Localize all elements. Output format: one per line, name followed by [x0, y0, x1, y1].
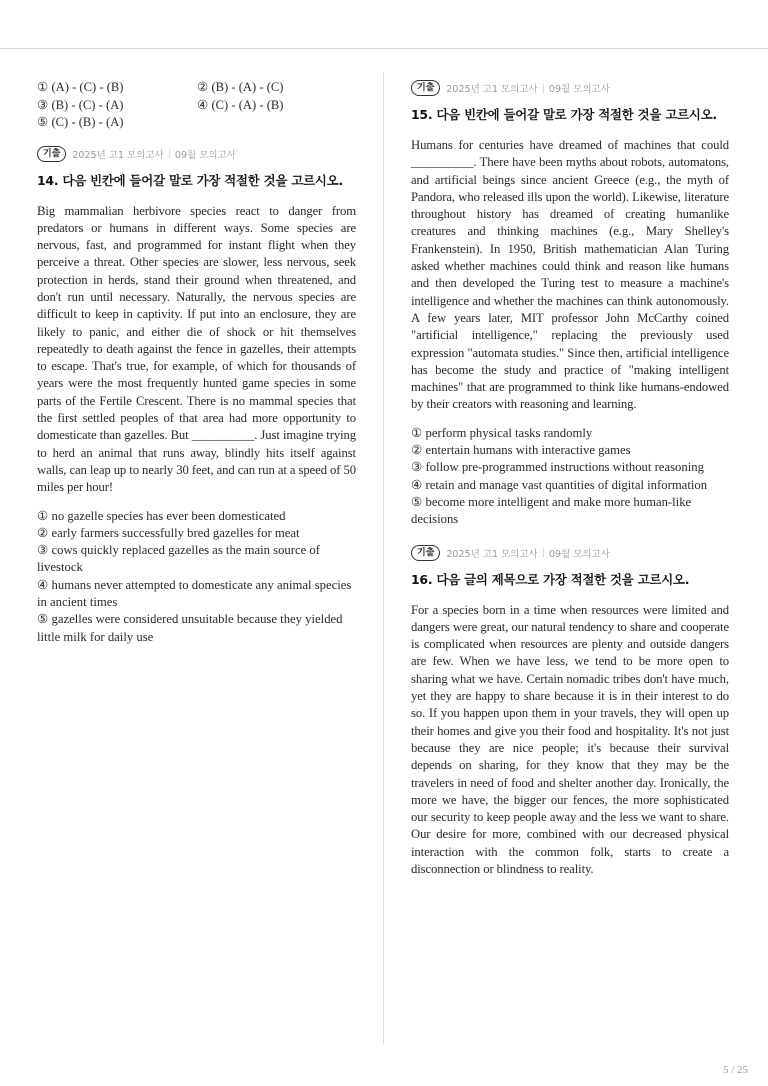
tag-separator: |: [167, 148, 171, 159]
q15-choices: [411, 425, 729, 529]
q16-source-tag: [411, 544, 729, 562]
exam-year: 2025년 고1 모의고사: [446, 84, 538, 95]
choice-4: ④ humans never attempted to domesticate any animal species in ancient times: [37, 577, 352, 610]
header-rule: [0, 48, 768, 49]
tag-separator: |: [541, 82, 545, 94]
past-exam-badge: 기출: [411, 80, 440, 96]
exam-year: 2025년 고1 모의고사: [446, 548, 538, 560]
choice-1: ① perform physical tasks randomly: [411, 425, 593, 440]
column-divider: [383, 72, 384, 1044]
q15-passage: Humans for centuries have dreamed of machines that could __________. There have been myths about robots, automatons, and artificial beings since ancient Greece (e.g., the myth of Pandora, who released ills upon the world). Likewise, literature throughout history has dreamed of creating humanlike creatures and thinking machines (e.g., Mary Shelley's Frankenstein). In 1950, British mathematician Alan Turing asked whether machines could think and reason like humans and then developed the Turing test to measure a machine's intelligence and whether the machines can think autonomously. A few years later, MIT professor John McCarthy coined "artificial intelligence," replacing the previously used expression "automata studies." Since then, artificial intelligence has become the study and practice of "making intelligent machines" that are programmed to think like humans-endowed by their creators with reasoning and learning.: [411, 138, 729, 412]
q16-title: 16. 다음 글의 제목으로 가장 적절한 것을 고르시오.: [411, 571, 690, 587]
past-exam-badge: 기출: [411, 545, 440, 561]
q14-source-tag: [37, 145, 356, 163]
exam-month: 09월 모의고사: [548, 548, 610, 560]
choice-5: ⑤ gazelles were considered unsuitable because they yielded little milk for daily use: [37, 612, 343, 644]
q14-choices: [37, 508, 356, 646]
q15-source-tag: [411, 79, 729, 97]
choice-3: ③ cows quickly replaced gazelles as the main source of livestock: [37, 543, 320, 575]
q15-title: 15. 다음 빈칸에 들어갈 말로 가장 적절한 것을 고르시오.: [411, 107, 717, 122]
option-4: ④ (C) - (A) - (B): [197, 97, 284, 112]
exam-year: 2025년 고1 모의고사: [72, 149, 164, 161]
q16-passage: For a species born in a time when resources were limited and dangers were great, our natural tendency to share and cooperate is complicated when resources are plenty and outside dangers are few. When we have less, we tend to be more open to sharing what we have. Certain nomadic tribes don't have much, yet they are happy to share because it is in their interest to do so. If you happen upon them in your travels, they will open up their homes and give you their food and hospitality. It's not just because they are nice people; it's because their survival depends on sharing, for they know that they may be the travelers in need of food and shelter another day. Ironically, the more we have, the bigger our fences, the more sophisticated our security to keep people away and the less we want to share. Our desire for more, combined with our decreased physical interaction with the common folk, starts to create a disconnection or blindness to reality.: [411, 602, 729, 876]
option-2: ② (B) - (A) - (C): [197, 80, 284, 94]
previous-question-options: [37, 79, 356, 132]
q14-title: 14. 다음 빈칸에 들어갈 말로 가장 적절한 것을 고르시오.: [37, 172, 343, 188]
past-exam-badge: 기출: [37, 146, 66, 162]
page-number: 5 / 25: [722, 1064, 748, 1076]
exam-month: 09월 모의고사: [174, 149, 236, 161]
tag-separator: |: [541, 547, 545, 559]
choice-3: ③ follow pre-programmed instructions without reasoning: [411, 460, 704, 475]
choice-1: ① no gazelle species has ever been domesticated: [37, 508, 286, 523]
option-3: ③ (B) - (C) - (A): [37, 97, 124, 112]
choice-5: ⑤ become more intelligent and make more human-like decisions: [411, 494, 692, 527]
exam-month: 09월 모의고사: [548, 84, 610, 95]
left-column: [37, 79, 356, 646]
choice-2: ② entertain humans with interactive games: [411, 443, 631, 458]
q14-passage: Big mammalian herbivore species react to danger from predators or humans in different ways. Some species are nervous, fast, and programmed for instant flight when they perceive a threat. Other species are slower, less nervous, seek protection in herds, stand their ground when threatened, and don't run until necessary. Naturally, the nervous species are difficult to keep in captivity. If put into an enclosure, they are likely to panic, and either die of shock or hit themselves repeatedly to death against the fence in gazelles, their attempts to escape. That's true, for example, of which for thousands of years were the most frequently hunted game species in some parts of the Fertile Crescent. There is no mammal species that the first settled peoples of that area had more opportunity to domesticate than gazelles. But __________. Just imagine trying to herd an animal that runs away, blindly hits itself against walls, can leap up to nearly 30 feet, and can run at a speed of 50 miles per hour!: [37, 203, 356, 495]
option-1: ① (A) - (C) - (B): [37, 80, 124, 94]
right-column: [411, 79, 729, 878]
option-5: ⑤ (C) - (B) - (A): [37, 115, 124, 129]
choice-4: ④ retain and manage vast quantities of digital information: [411, 477, 708, 492]
choice-2: ② early farmers successfully bred gazelles for meat: [37, 525, 300, 540]
